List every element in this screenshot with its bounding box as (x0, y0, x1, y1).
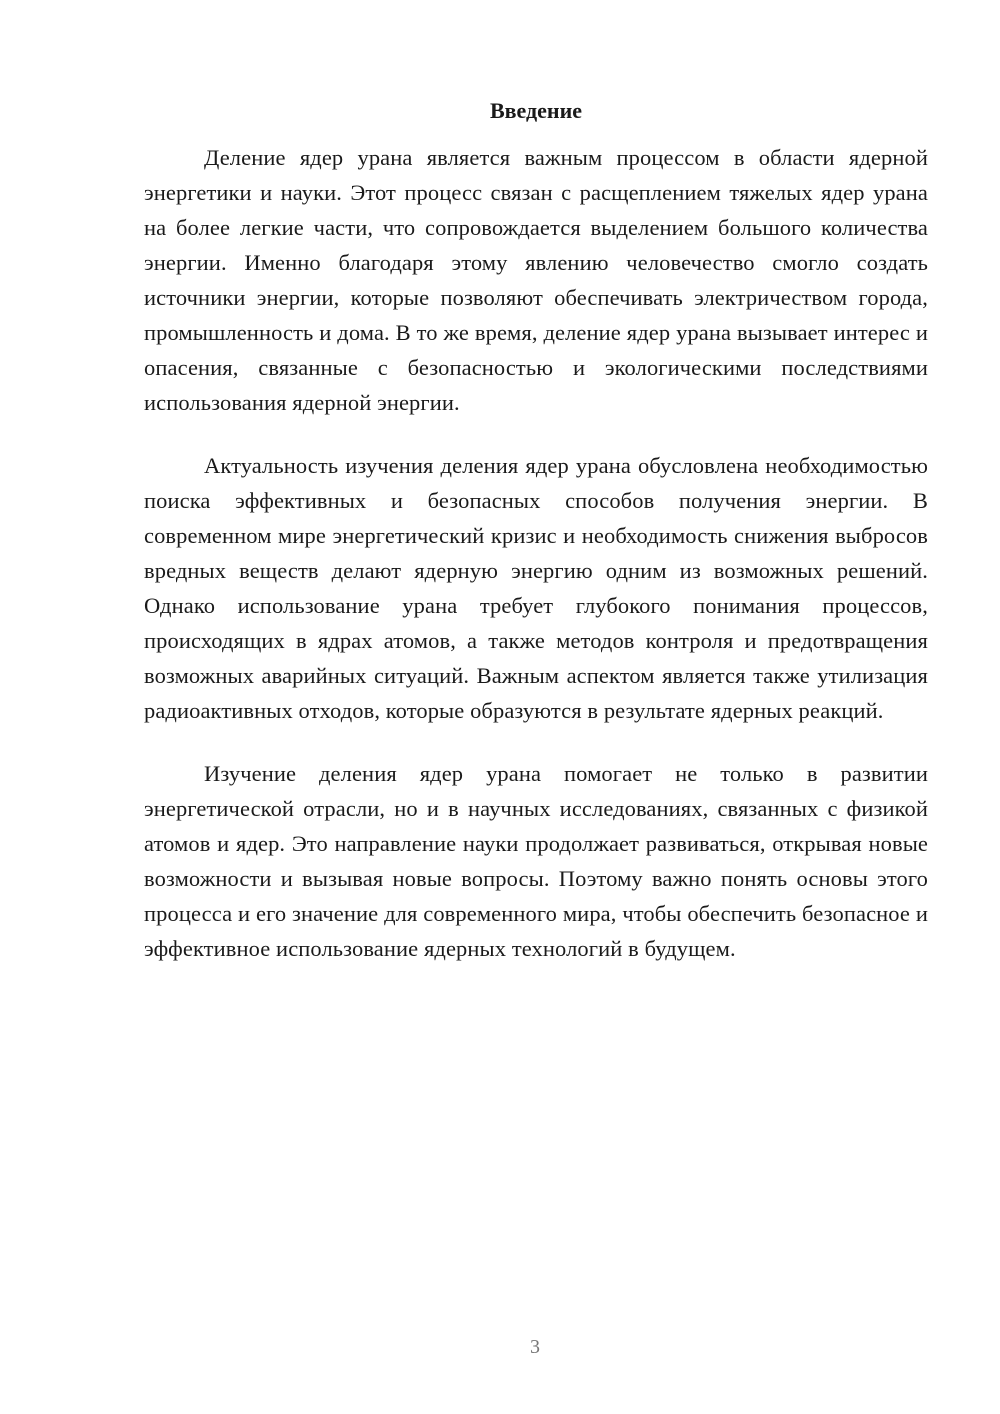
page-number: 3 (530, 1336, 540, 1358)
paragraph-conclusion: Изучение деления ядер урана помогает не только в развитии энергетической отрасли, но и в научных исследованиях, связанных с физикой атомов и ядер. Это направление науки продолжает развиваться, открывая новые возможности и вызывая новые вопросы. Поэтому важно понять основы этого процесса и его значение для современного мира, чтобы обеспечить безопасное и эффективное использование ядерных технологий в будущем. (144, 761, 928, 961)
paragraph-relevance: Актуальность изучения деления ядер урана обусловлена необходимостью поиска эффективных и безопасных способов получения энергии. В современном мире энергетический кризис и необходимость снижения выбросов вредных веществ делают ядерную энергию одним из возможных решений. Однако использование урана требует глубокого понимания процессов, происходящих в ядрах атомов, а также методов контроля и предотвращения возможных аварийных ситуаций. Важным аспектом является также утилизация радиоактивных отходов, которые образуются в результате ядерных реакций. (144, 453, 928, 723)
page-content (144, 96, 928, 994)
section-title: Введение (489, 98, 583, 123)
paragraph-intro: Деление ядер урана является важным процессом в области ядерной энергетики и науки. Этот процесс связан с расщеплением тяжелых ядер урана на более легкие части, что сопровождается выделением большого количества энергии. Именно благодаря этому явлению человечество смогло создать источники энергии, которые позволяют обеспечивать электричеством города, промышленность и дома. В то же время, деление ядер урана вызывает интерес и опасения, связанные с безопасностью и экологическими последствиями использования ядерной энергии. (144, 145, 928, 415)
